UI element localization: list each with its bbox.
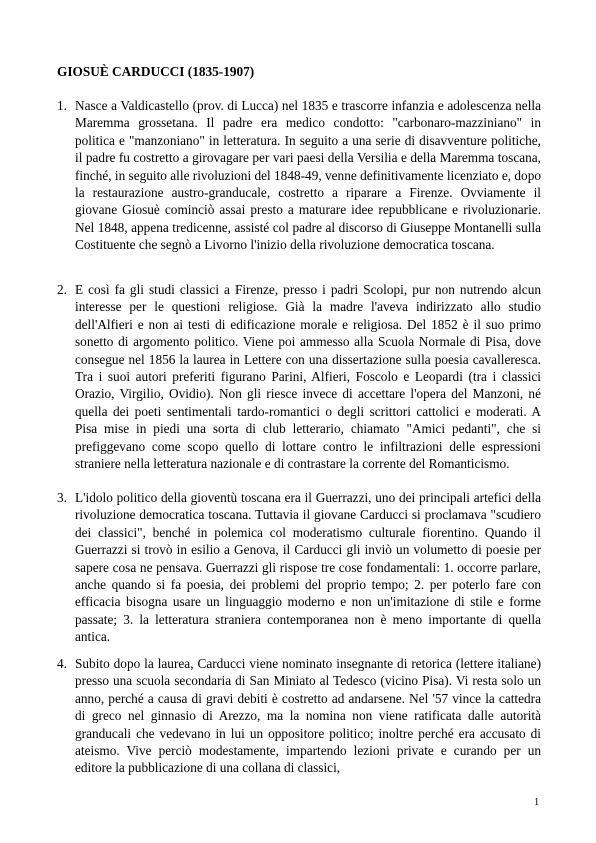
list-item-1 bbox=[57, 97, 541, 254]
list-item-4 bbox=[57, 655, 541, 777]
list-item-text: Subito dopo la laurea, Carducci viene nominato insegnante di retorica (lettere italiane) presso una scuola secondaria di San Miniato al Tedesco (vicino Pisa). Vi resta solo un anno, perché a causa di gravi debiti è costretto ad andarsene. Nel '57 vince la cattedra di greco nel ginnasio di Arezzo, ma la nomina non viene ratificata dalle autorità granducali che vedevano in lui un oppositore politico; inoltre perché era accusato di ateismo. Vive perciò modestamente, impartendo lezioni private e curando per un editore la pubblicazione di una collana di classici, bbox=[75, 656, 541, 776]
list-item-text: Nasce a Valdicastello (prov. di Lucca) nel 1835 e trascorre infanzia e adolescenza nella Maremma grossetana. Il padre era medico condotto: "carbonaro-mazziniano" in politica e "manzoniano" in letteratura. In seguito a una serie di disavventure politiche, il padre fu costretto a girovagare per vari paesi della Versilia e della Maremma toscana, finché, in seguito alle rivoluzioni del 1848-49, venne definitivamente licenziato e, dopo la restaurazione austro-granducale, costretto a riparare a Firenze. Ovviamente il giovane Giosuè cominciò assai presto a maturare idee repubblicane e rivoluzionarie. Nel 1848, appena tredicenne, assisté col padre al discorso di Giuseppe Montanelli sulla Costituente che segnò a Livorno l'inizio della rivoluzione democratica toscana. bbox=[75, 98, 541, 253]
document-title: GIOSUÈ CARDUCCI (1835-1907) bbox=[57, 64, 255, 79]
list-item-number: 1. bbox=[57, 98, 67, 113]
list-item-number: 4. bbox=[57, 656, 67, 671]
list-item-2 bbox=[57, 281, 541, 472]
list-item-3 bbox=[57, 489, 541, 646]
list-item-number: 2. bbox=[57, 282, 67, 297]
list-item-text: L'idolo politico della gioventù toscana era il Guerrazzi, uno dei principali artefici della rivoluzione democratica toscana. Tuttavia il giovane Carducci si proclamava "scudiero dei classici", benché in polemica col moderatismo culturale fiorentino. Quando il Guerrazzi si trovò in esilio a Genova, il Carducci gli inviò un volumetto di poesie per sapere cosa ne pensava. Guerrazzi gli rispose tre cose fondamentali: 1. occorre parlare, anche quando si fa poesia, dei problemi del proprio tempo; 2. per poterlo fare con efficacia bisogna usare un linguaggio moderno e non un'imitazione di stile e forme passate; 3. la letteratura straniera contemporanea non è meno importante di quella antica. bbox=[75, 490, 541, 645]
page-number: 1 bbox=[534, 797, 540, 808]
list-item-text: E così fa gli studi classici a Firenze, presso i padri Scolopi, pur non nutrendo alcun interesse per le questioni religiose. Già la madre l'aveva indirizzato allo studio dell'Alfieri e non ai testi di edificazione morale e religiosa. Del 1852 è il suo primo sonetto di argomento politico. Viene poi ammesso alla Scuola Normale di Pisa, dove consegue nel 1856 la laurea in Lettere con una dissertazione sulla poesia cavalleresca. Tra i suoi autori preferiti figurano Parini, Alfieri, Foscolo e Leopardi (tra i classici Orazio, Virgilio, Ovidio). Non gli riesce invece di accettare l'opera del Manzoni, né quella dei poeti sentimentali tardo-romantici o degli scrittori cattolici e moderati. A Pisa mise in piedi una sorta di club letterario, chiamato "Amici pedanti", che si prefiggevano come scopo quello di lottare contro le infiltrazioni delle espressioni straniere nella letteratura nazionale e di contrastare la corrente del Romanticismo. bbox=[75, 282, 541, 472]
list-item-number: 3. bbox=[57, 490, 67, 505]
